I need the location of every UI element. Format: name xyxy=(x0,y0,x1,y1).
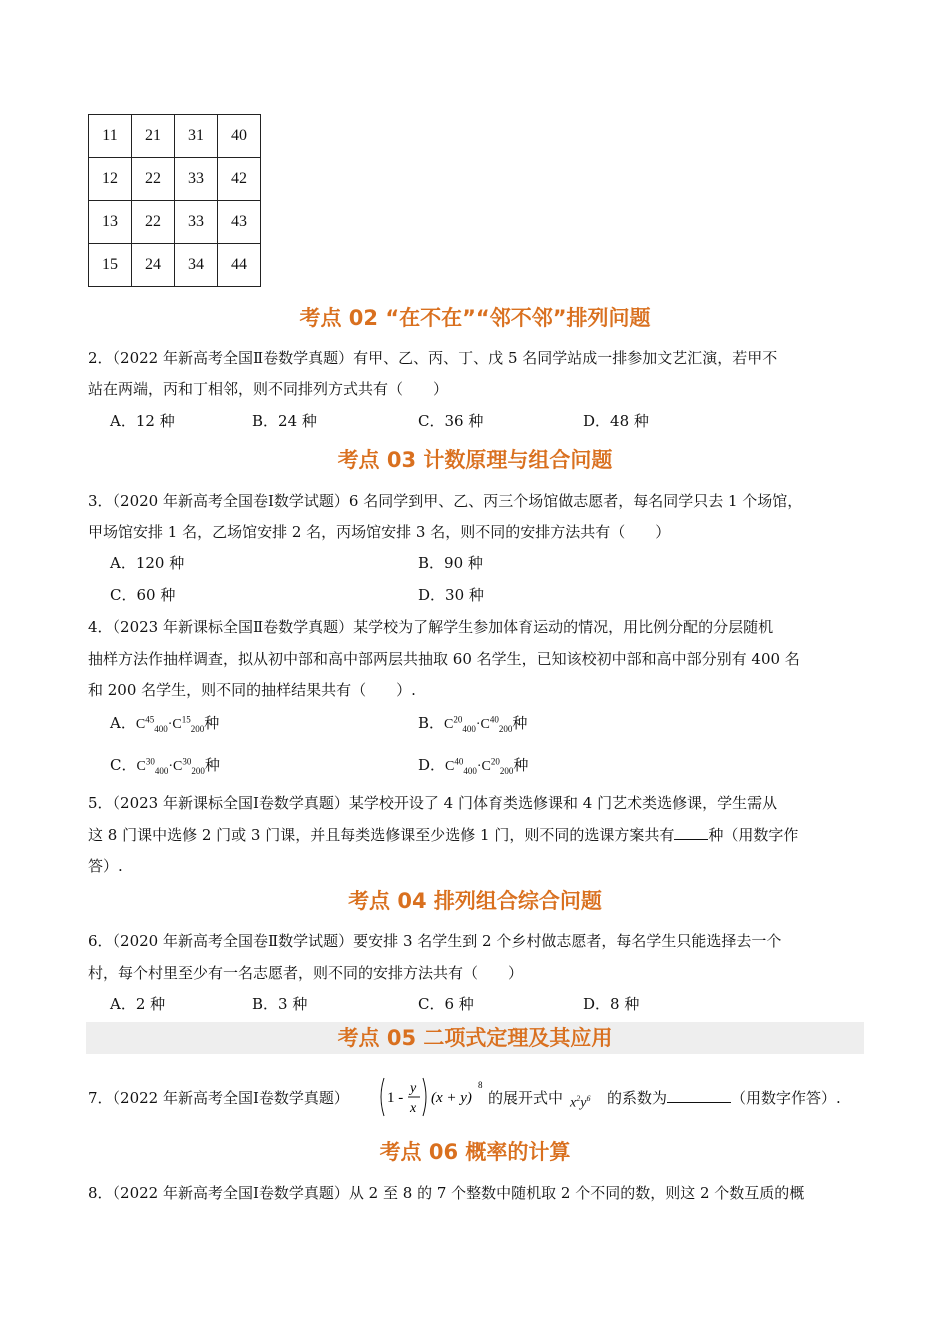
grid-row xyxy=(89,244,261,287)
q4-option-c: C．$C^{30}_{400}\cdot C^{30}_{200}$种 xyxy=(110,756,220,776)
q2-option-a: A．12 种 xyxy=(110,412,175,430)
grid-cell: 43 xyxy=(218,201,261,244)
grid-cell: 21 xyxy=(132,115,175,158)
q2-option-d: D．48 种 xyxy=(583,412,649,430)
one-minus: 1 - xyxy=(387,1090,404,1106)
q7-prefix: 7．（2022 年新高考全国Ⅰ卷数学真题） xyxy=(88,1089,349,1107)
q6-option-d: D．8 种 xyxy=(583,995,640,1013)
q7-mid: 的展开式中 xyxy=(488,1089,564,1107)
q3-line1: 3．（2020 年新高考全国卷Ⅰ数学试题）6 名同学到甲、乙、丙三个场馆做志愿者，每名同学只去 1 个场馆， xyxy=(88,492,803,510)
binom-exponent: 8 xyxy=(478,1080,483,1090)
grid-cell: 33 xyxy=(175,158,218,201)
q7-answer-blank[interactable] xyxy=(667,1102,731,1103)
q4-line3: 和 200 名学生，则不同的抽样结果共有（ ）. xyxy=(88,681,416,699)
section-heading-06: 考点 06 概率的计算 xyxy=(379,1140,571,1164)
q4-option-a: A．$C^{45}_{400}\cdot C^{15}_{200}$种 xyxy=(110,714,220,734)
grid-cell: 33 xyxy=(175,201,218,244)
q2-line1: 2．（2022 年新高考全国Ⅱ卷数学真题）有甲、乙、丙、丁、戊 5 名同学站成一排参加文艺汇演，若甲不 xyxy=(88,349,778,367)
q7-formula xyxy=(378,1074,486,1120)
q5-line3: 答）. xyxy=(88,857,123,875)
number-grid xyxy=(88,114,261,287)
section-heading-04: 考点 04 排列组合综合问题 xyxy=(348,889,602,913)
q3-option-b: B．90 种 xyxy=(418,554,483,572)
frac-den: x xyxy=(410,1101,417,1116)
grid-cell: 24 xyxy=(132,244,175,287)
q4-line1: 4．（2023 年新课标全国Ⅱ卷数学真题）某学校为了解学生参加体育运动的情况，用比例分配的分层随机 xyxy=(88,618,774,636)
grid-cell: 13 xyxy=(89,201,132,244)
section-heading-02: 考点 02 “在不在”“邻不邻”排列问题 xyxy=(299,306,651,330)
q4-option-b: B．$C^{20}_{400}\cdot C^{40}_{200}$种 xyxy=(418,714,528,734)
right-paren xyxy=(423,1078,426,1116)
q6-option-b: B．3 种 xyxy=(252,995,308,1013)
grid-row xyxy=(89,115,261,158)
section-heading-05: 考点 05 二项式定理及其应用 xyxy=(86,1022,864,1054)
grid-cell: 44 xyxy=(218,244,261,287)
q4-line2: 抽样方法作抽样调查，拟从初中部和高中部两层共抽取 60 名学生，已知该校初中部和高中部分别有 400 名 xyxy=(88,650,800,668)
section-heading-03: 考点 03 计数原理与组合问题 xyxy=(337,448,613,472)
grid-cell: 42 xyxy=(218,158,261,201)
q7-term: $x^2y^6$ xyxy=(570,1094,591,1111)
q6-option-c: C．6 种 xyxy=(418,995,474,1013)
q5-line2: 这 8 门课中选修 2 门或 3 门课，并且每类选修课至少选修 1 门，则不同的选课方案共有 种（用数字作 xyxy=(88,826,799,844)
q6-line2: 村，每个村里至少有一名志愿者，则不同的安排方法共有（ ） xyxy=(88,964,524,982)
grid-cell: 40 xyxy=(218,115,261,158)
q3-option-a: A．120 种 xyxy=(110,554,185,572)
q8-line1: 8．（2022 年新高考全国Ⅰ卷数学真题）从 2 至 8 的 7 个整数中随机取 2 个不同的数，则这 2 个数互质的概 xyxy=(88,1184,805,1202)
grid-cell: 11 xyxy=(89,115,132,158)
q2-option-c: C．36 种 xyxy=(418,412,484,430)
grid-cell: 22 xyxy=(132,158,175,201)
grid-cell: 15 xyxy=(89,244,132,287)
grid-cell: 34 xyxy=(175,244,218,287)
grid-row xyxy=(89,201,261,244)
left-paren xyxy=(381,1078,384,1116)
q6-option-a: A．2 种 xyxy=(110,995,166,1013)
q3-line2: 甲场馆安排 1 名，乙场馆安排 2 名，丙场馆安排 3 名，则不同的安排方法共有（ ） xyxy=(88,523,671,541)
grid-cell: 31 xyxy=(175,115,218,158)
q3-option-d: D．30 种 xyxy=(418,586,484,604)
grid-cell: 12 xyxy=(89,158,132,201)
q6-line1: 6．（2020 年新高考全国卷Ⅱ数学试题）要安排 3 名学生到 2 个乡村做志愿者，每名学生只能选择去一个 xyxy=(88,932,782,950)
grid-cell: 22 xyxy=(132,201,175,244)
q2-option-b: B．24 种 xyxy=(252,412,317,430)
q7-after: 的系数为 （用数字作答）. xyxy=(607,1089,841,1107)
q5-answer-blank[interactable] xyxy=(674,839,708,840)
q3-option-c: C．60 种 xyxy=(110,586,176,604)
q5-line1: 5．（2023 年新课标全国Ⅰ卷数学真题）某学校开设了 4 门体育类选修课和 4 门艺术类选修课，学生需从 xyxy=(88,794,778,812)
binom-term: (x + y) xyxy=(431,1090,472,1106)
q2-line2: 站在两端，丙和丁相邻，则不同排列方式共有（ ） xyxy=(88,380,449,398)
q7-formula-svg xyxy=(378,1074,486,1120)
frac-num: y xyxy=(410,1081,417,1096)
grid-row xyxy=(89,158,261,201)
q4-option-d: D．$C^{40}_{400}\cdot C^{20}_{200}$种 xyxy=(418,756,529,776)
